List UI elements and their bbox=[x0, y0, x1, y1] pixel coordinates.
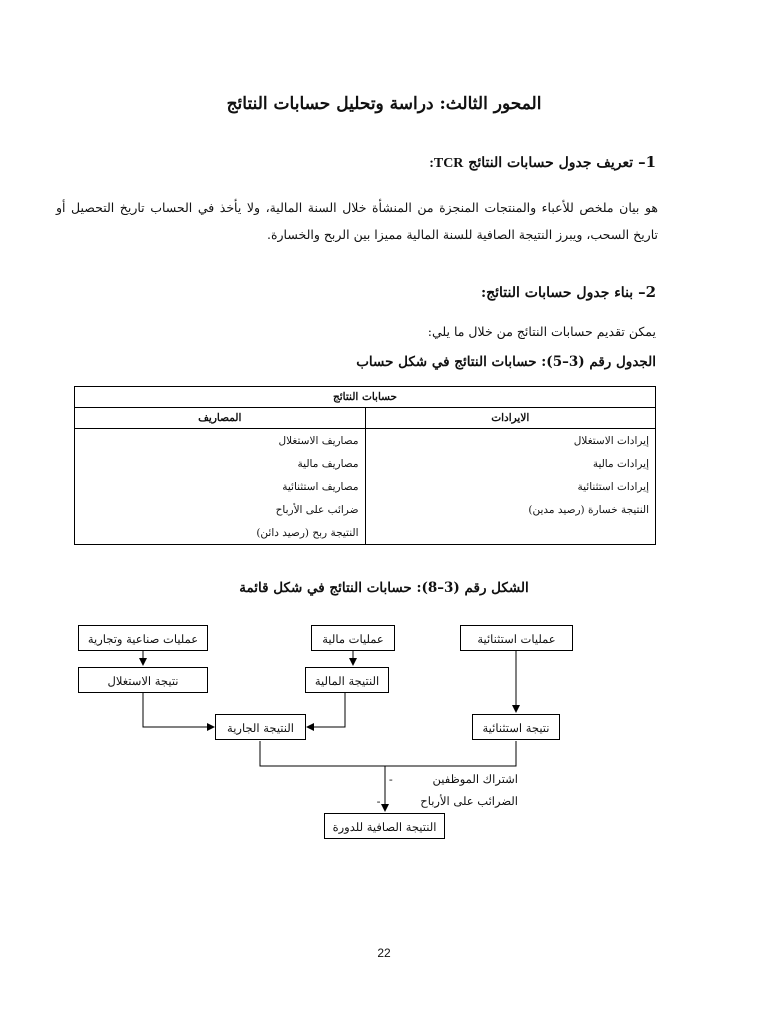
deduction-label: الضرائب على الأرباح bbox=[420, 794, 518, 808]
expense-cell: ضرائب على الأرباح bbox=[75, 498, 366, 521]
deduction-item bbox=[377, 790, 518, 812]
revenues-column-header: الايرادات bbox=[365, 408, 656, 429]
deduction-item bbox=[377, 768, 518, 790]
box-financial-result: النتيجة المالية bbox=[305, 667, 389, 693]
box-exceptional-result: نتيجة استثنائية bbox=[472, 714, 560, 740]
list-dash: - bbox=[376, 794, 381, 808]
deduction-label: اشتراك الموظفين bbox=[432, 772, 518, 786]
revenue-cell: إيرادات مالية bbox=[365, 452, 656, 475]
definition-paragraph: هو بيان ملخص للأعباء والمنتجات المنجزة من المنشأة خلال السنة المالية، ولا يأخذ في الحساب تاريخ التحصيل أو تاريخ السحب، ويبرز النتيجة الصافية للسنة المالية مميزا بين الربح والخسارة. bbox=[56, 200, 658, 242]
box-financial-ops: عمليات مالية bbox=[311, 625, 395, 651]
arrow-financial-result-to-current bbox=[307, 693, 345, 727]
revenue-cell: النتيجة خسارة (رصيد مدين) bbox=[365, 498, 656, 521]
diagram-caption: الشكل رقم (3–8): حسابات النتائج في شكل قائمة bbox=[239, 580, 529, 596]
table-caption: الجدول رقم (3–5): حسابات النتائج في شكل حساب bbox=[356, 354, 656, 370]
expense-cell: مصاريف الاستغلال bbox=[75, 429, 366, 453]
page-number: 22 bbox=[377, 946, 391, 960]
section-2-title: بناء جدول حسابات النتائج: bbox=[480, 285, 634, 301]
expense-cell: مصاريف مالية bbox=[75, 452, 366, 475]
section-1-title: تعريف جدول حسابات النتائج bbox=[468, 155, 634, 171]
box-operating-result: نتيجة الاستغلال bbox=[78, 667, 208, 693]
expenses-column-header: المصاريف bbox=[75, 408, 366, 429]
table-title: حسابات النتائج bbox=[75, 387, 656, 408]
box-net-result: النتيجة الصافية للدورة bbox=[324, 813, 445, 839]
section-1-abbr: TCR: bbox=[429, 156, 464, 171]
deductions-list bbox=[377, 768, 518, 812]
expense-cell: النتيجة ربح (رصيد دائن) bbox=[75, 521, 366, 545]
section-1-number: 1– bbox=[638, 153, 656, 171]
expense-cell: مصاريف استثنائية bbox=[75, 475, 366, 498]
revenue-cell: إيرادات استثنائية bbox=[365, 475, 656, 498]
box-current-result: النتيجة الجارية bbox=[215, 714, 306, 740]
section-2-intro: يمكن تقديم حسابات النتائج من خلال ما يلي: bbox=[427, 324, 656, 339]
box-exceptional-ops: عمليات استثنائية bbox=[460, 625, 573, 651]
list-dash: - bbox=[388, 772, 393, 786]
section-2-number: 2– bbox=[638, 283, 656, 301]
merge-line bbox=[260, 741, 516, 766]
box-industrial-commercial-ops: عمليات صناعية وتجارية bbox=[78, 625, 208, 651]
page-title: المحور الثالث: دراسة وتحليل حسابات النتائج bbox=[226, 94, 542, 114]
revenue-cell: إيرادات الاستغلال bbox=[365, 429, 656, 453]
arrow-operating-to-current bbox=[143, 693, 214, 727]
